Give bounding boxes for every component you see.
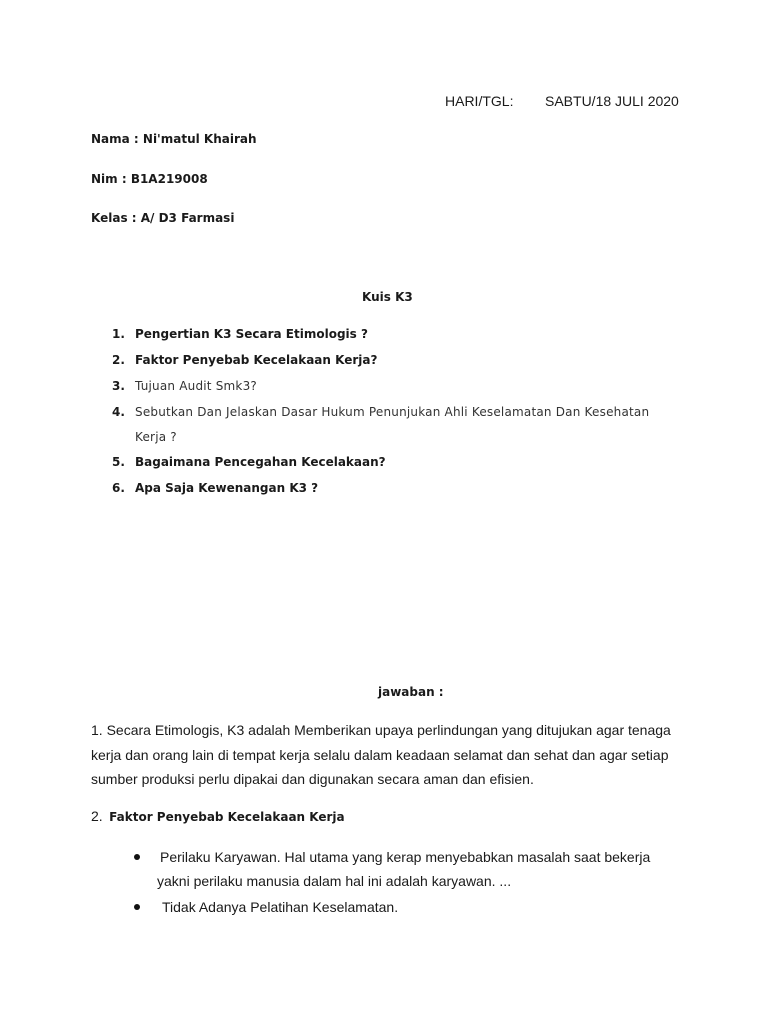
question-text: Faktor Penyebab Kecelakaan Kerja? bbox=[135, 353, 378, 367]
answer1-line3: sumber produksi perlu dipakai dan digunakan secara aman dan efisien. bbox=[91, 771, 534, 787]
question-text-line1: Sebutkan Dan Jelaskan Dasar Hukum Penunjukan Ahli Keselamatan Dan Kesehatan bbox=[135, 405, 650, 419]
answer2-bullet2-line1: Tidak Adanya Pelatihan Keselamatan. bbox=[162, 899, 399, 915]
quiz-title: Kuis K3 bbox=[362, 290, 413, 304]
question-text: Tujuan Audit Smk3? bbox=[135, 379, 257, 393]
question-number: 6. bbox=[112, 481, 125, 495]
student-class: Kelas : A/ D3 Farmasi bbox=[91, 211, 235, 225]
answer2-number: 2. bbox=[91, 808, 103, 824]
question-text: Bagaimana Pencegahan Kecelakaan? bbox=[135, 455, 386, 469]
bullet-icon bbox=[134, 854, 140, 860]
question-text-line2: Kerja ? bbox=[135, 430, 177, 444]
question-number: 2. bbox=[112, 353, 125, 367]
date-label: HARI/TGL: bbox=[445, 93, 514, 109]
question-number: 5. bbox=[112, 455, 125, 469]
question-text: Pengertian K3 Secara Etimologis ? bbox=[135, 327, 368, 341]
date-value: SABTU/18 JULI 2020 bbox=[545, 93, 679, 109]
student-nim: Nim : B1A219008 bbox=[91, 172, 208, 186]
answer2-heading-row bbox=[91, 808, 345, 826]
question-text: Apa Saja Kewenangan K3 ? bbox=[135, 481, 319, 495]
answer2-bullet1-line2: yakni perilaku manusia dalam hal ini adalah karyawan. ... bbox=[157, 873, 512, 889]
question-number: 3. bbox=[112, 379, 125, 393]
answers-title: jawaban : bbox=[378, 685, 444, 699]
answer1-line2: kerja dan orang lain di tempat kerja selalu dalam keadaan selamat dan sehat dan agar setiap bbox=[91, 747, 669, 763]
bullet-icon bbox=[134, 904, 140, 910]
answer2-bullet1-line1: Perilaku Karyawan. Hal utama yang kerap menyebabkan masalah saat bekerja bbox=[160, 849, 651, 865]
answer2-heading: Faktor Penyebab Kecelakaan Kerja bbox=[109, 810, 345, 824]
answer1-line1: 1. Secara Etimologis, K3 adalah Memberikan upaya perlindungan yang ditujukan agar tenaga bbox=[91, 722, 671, 738]
question-number: 4. bbox=[112, 405, 125, 419]
student-name: Nama : Ni'matul Khairah bbox=[91, 132, 257, 146]
question-number: 1. bbox=[112, 327, 125, 341]
